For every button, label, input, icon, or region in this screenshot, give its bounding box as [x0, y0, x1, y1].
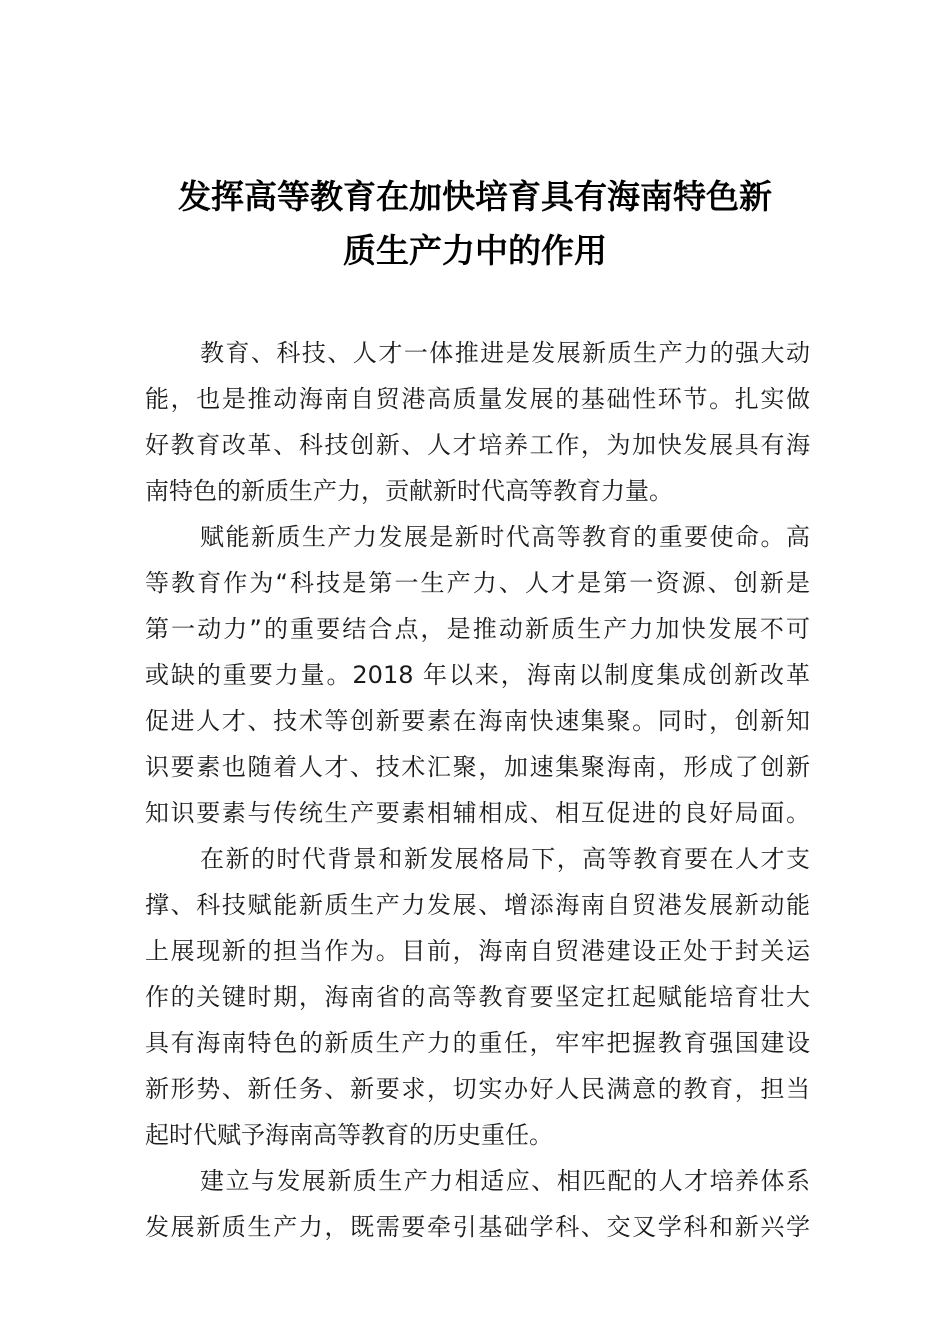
paragraph-line: 作的关键时期，海南省的高等教育要坚定扛起赋能培育壮大 [145, 983, 810, 1011]
title-line-2: 质生产力中的作用 [343, 231, 607, 270]
paragraph-line: 第一动力”的重要结合点，是推动新质生产力加快发展不可 [145, 615, 810, 643]
paragraph-2 [145, 514, 810, 836]
paragraph-line: 建立与发展新质生产力相适应、相匹配的人才培养体系 [200, 1167, 810, 1195]
paragraph-line: 撑、科技赋能新质生产力发展、增添海南自贸港发展新动能 [145, 891, 810, 919]
paragraph-line: 赋能新质生产力发展是新时代高等教育的重要使命。高 [200, 523, 810, 551]
paragraph-line: 识要素也随着人才、技术汇聚，加速集聚海南，形成了创新 [145, 753, 810, 781]
document-title [140, 170, 810, 278]
paragraph-line: 起时代赋予海南高等教育的历史重任。 [145, 1121, 553, 1149]
paragraph-line: 发展新质生产力，既需要牵引基础学科、交叉学科和新兴学 [145, 1213, 810, 1241]
paragraph-line: 具有海南特色的新质生产力的重任，牢牢把握教育强国建设 [145, 1029, 810, 1057]
paragraph-line: 等教育作为“科技是第一生产力、人才是第一资源、创新是 [145, 569, 810, 597]
paragraph-line: 促进人才、技术等创新要素在海南快速集聚。同时，创新知 [145, 707, 810, 735]
paragraph-line: 教育、科技、人才一体推进是发展新质生产力的强大动 [200, 339, 810, 367]
paragraph-line: 或缺的重要力量。2018 年以来，海南以制度集成创新改革 [145, 661, 810, 689]
title-line-1: 发挥高等教育在加快培育具有海南特色新 [178, 177, 772, 216]
document-body [145, 330, 810, 1250]
paragraph-line: 好教育改革、科技创新、人才培养工作，为加快发展具有海 [145, 431, 810, 459]
paragraph-line: 在新的时代背景和新发展格局下，高等教育要在人才支 [200, 845, 810, 873]
paragraph-line: 上展现新的担当作为。目前，海南自贸港建设正处于封关运 [145, 937, 810, 965]
paragraph-1 [145, 330, 810, 514]
paragraph-3 [145, 836, 810, 1158]
paragraph-line: 南特色的新质生产力，贡献新时代高等教育力量。 [145, 477, 673, 505]
paragraph-line: 新形势、新任务、新要求，切实办好人民满意的教育，担当 [145, 1075, 810, 1103]
paragraph-line: 知识要素与传统生产要素相辅相成、相互促进的良好局面。 [145, 799, 810, 827]
paragraph-line: 能，也是推动海南自贸港高质量发展的基础性环节。扎实做 [145, 385, 810, 413]
paragraph-4 [145, 1158, 810, 1250]
